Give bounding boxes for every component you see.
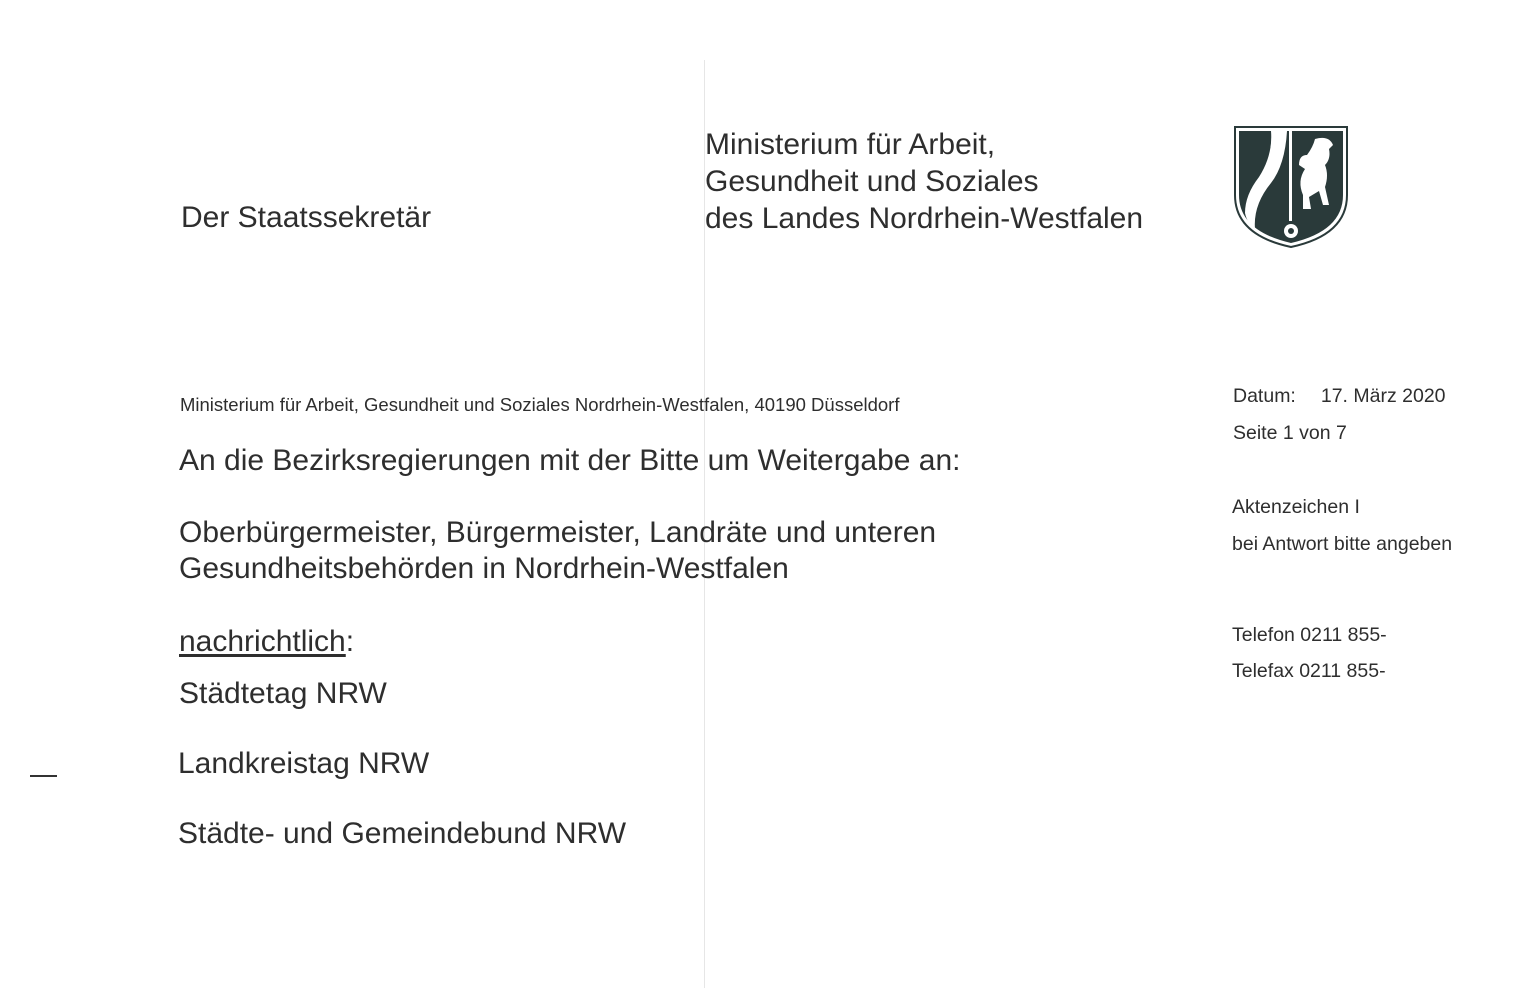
ministry-name — [705, 126, 1143, 237]
fold-mark — [30, 775, 57, 777]
date-value: 17. März 2020 — [1320, 385, 1446, 407]
cc-heading — [179, 623, 354, 660]
page-number: Seite 1 von 7 — [1233, 422, 1347, 444]
recipient-primary: An die Bezirksregierungen mit der Bitte um Weitergabe an: — [179, 444, 961, 477]
reference-note: bei Antwort bitte angeben — [1232, 533, 1453, 555]
sender-title: Der Staatssekretär — [181, 201, 432, 234]
recipient-line: Gesundheitsbehörden in Nordrhein-Westfalen — [179, 552, 789, 585]
fax: Telefax 0211 855- — [1232, 660, 1386, 682]
ministry-line: Ministerium für Arbeit, — [705, 128, 996, 161]
recipient-line: Oberbürgermeister, Bürgermeister, Landräte und unteren — [179, 516, 937, 549]
recipient-secondary — [179, 515, 936, 587]
phone: Telefon 0211 855- — [1232, 624, 1387, 646]
reference-label: Aktenzeichen I — [1232, 496, 1360, 518]
cc-item: Landkreistag NRW — [178, 747, 430, 780]
cc-label: nachrichtlich — [179, 625, 346, 658]
cc-colon: : — [345, 625, 355, 658]
cc-item: Städtetag NRW — [179, 677, 387, 710]
cc-item: Städte- und Gemeindebund NRW — [178, 817, 627, 850]
nrw-coat-of-arms-icon — [1233, 125, 1349, 249]
ministry-line: des Landes Nordrhein-Westfalen — [705, 202, 1144, 235]
date-label: Datum: — [1233, 385, 1296, 407]
return-address: Ministerium für Arbeit, Gesundheit und Soziales Nordrhein-Westfalen, 40190 Düsseldorf — [180, 394, 900, 415]
date-row — [1233, 385, 1446, 408]
ministry-line: Gesundheit und Soziales — [705, 165, 1039, 198]
